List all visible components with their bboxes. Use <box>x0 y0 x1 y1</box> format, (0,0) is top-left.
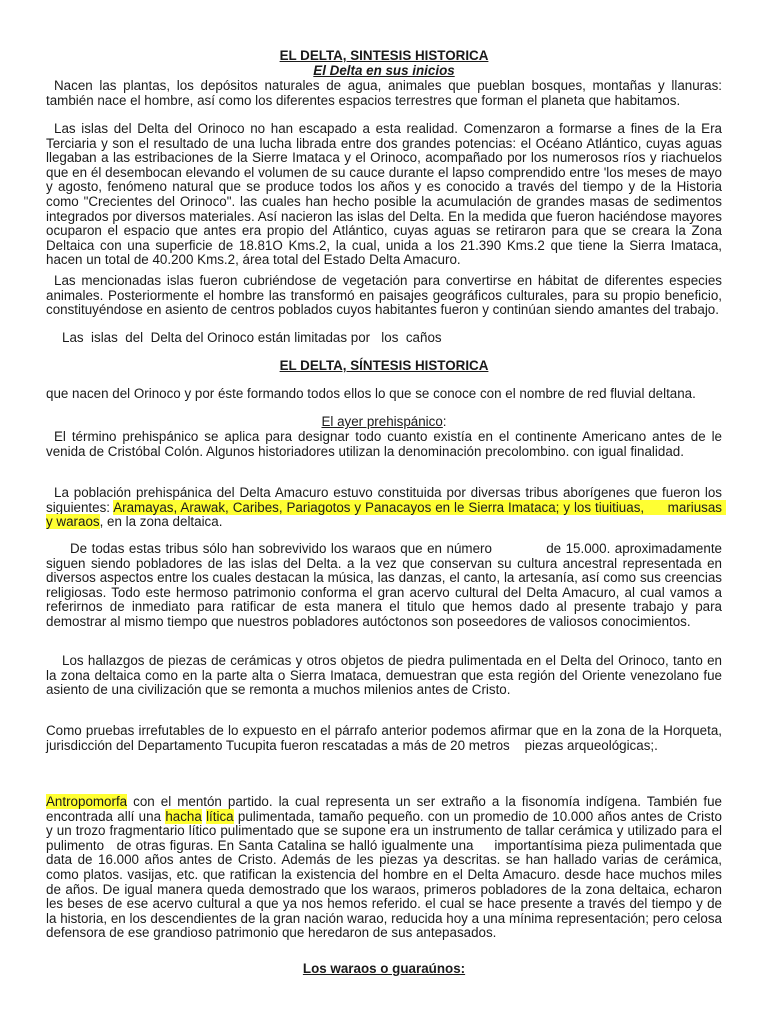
heading-ayer-text: El ayer prehispánico <box>321 414 443 429</box>
section-heading-sintesis: EL DELTA, SÍNTESIS HISTORICA <box>279 358 489 373</box>
section-subtitle-inicios: El Delta en sus inicios <box>313 63 455 78</box>
antropomorfa-text-1: con el mentón partido. la cual representa un ser extraño a la fisonomía indígena. También fue encontrada allí una <box>46 794 726 824</box>
antropomorfa-highlight: Antropomorfa <box>46 794 128 809</box>
antropomorfa-text-2: pulimentada, tamaño pequeño. con un promedio de 10.000 años antes de Cristo y un trozo fragmentario lítico pulimentado que se supone era un instrumento de tallar cerámica y utilizado para el pulimento de otras figuras. En Santa Catalina se halló igualmente una importantísima pieza pulimentada que data de 16.000 años antes de Cristo. Además de les piezas ya descritas. se han hallado varias de cerámica, como platos. vasijas, etc. que ratifican la existencia del hombre en el Delta Amacuro. desde hace muchos miles de años. De igual manera queda demostrado que los waraos, primeros pobladores de la zona deltaica, echaron les beses de ese acervo cultural a que ya nos hemos referido. el cual se hace presente a través del tiempo y de la historia, en los descendientes de la gran nación warao, reducida hoy a una mínima representación; pero celosa defensora de ese grandioso patrimonio que heredaron de sus antepasados. <box>46 808 726 941</box>
hacha-highlight: hacha <box>165 808 202 824</box>
paragraph-red-fluvial: que nacen del Orinoco y por éste formando todos ellos lo que se conoce con el nombre de red fluvial deltana. <box>46 386 696 401</box>
paragraph-waraos-sobrevivientes: De todas estas tribus sólo han sobrevivido los waraos que en número de 15.000. aproximadamente siguen siendo pobladores de las islas del Delta. a la vez que conservan su cultura ancestral representada en diversos aspectos entre los cuales destacan la música, las danzas, el canto, la artesanía, así como sus creencias religiosas. Todo este hermoso patrimonio conforma el gran acervo cultural del Delta Amacuro, al cual vamos a referirnos de inmediato para ratificar de esta manera el titulo que hemos dado al presente trabajo y para demostrar al mismo tiempo que nuestros pobladores autóctonos son poseedores de valiosos conocimientos. <box>46 541 726 629</box>
paragraph-antropomorfa <box>46 794 726 941</box>
poblacion-end: , en la zona deltaica. <box>99 514 223 530</box>
section-heading-waraos: Los waraos o guaraúnos: <box>302 961 466 976</box>
paragraph-canos-start: Las islas del Delta del Orinoco están limitadas por los caños <box>62 330 442 345</box>
heading-ayer-colon: : <box>442 414 447 429</box>
section-heading-ayer <box>46 415 722 430</box>
paragraph-poblacion <box>46 485 726 530</box>
page-title: EL DELTA, SINTESIS HISTORICA <box>279 48 489 63</box>
paragraph-pruebas: Como pruebas irrefutables de lo expuesto en el párrafo anterior podemos afirmar que en la zona de la Horqueta, jurisdicción del Departamento Tucupita fueron rescatadas a más de 20 metros piezas arqueológicas;. <box>46 723 726 753</box>
paragraph-vegetacion: Las mencionadas islas fueron cubriéndose de vegetación para convertirse en hábitat de diferentes especies animales. Posteriormente el hombre las transformó en paisajes geográficos culturales, para su propio beneficio, constituyéndose en asiento de centros poblados cuyos habitantes fueron y continúan siendo amantes del trabajo. <box>46 273 722 318</box>
paragraph-hallazgos: Los hallazgos de piezas de cerámicas y otros objetos de piedra pulimentada en el Delta del Orinoco, tanto en la zona deltaica como en la parte alta o Sierra Imataca, demuestran que esta región del Oriente venezolano fue asiento de una civilización que se remonta a muchos milenios antes de Cristo. <box>46 653 722 698</box>
poblacion-text: La población prehispánica del Delta Amacuro estuvo constituida por diversas tribus aborígenes que fueron los siguientes: <box>46 485 722 515</box>
litica-highlight: lítica <box>206 808 234 824</box>
paragraph-plantas: Nacen las plantas, los depósitos naturales de agua, animales que pueblan bosques, montañas y llanuras: también nace el hombre, así como los diferentes espacios terrestres que forman el planeta que habitamos. <box>46 78 722 108</box>
paragraph-prehispanico: El término prehispánico se aplica para designar todo cuanto existía en el continente Americano antes de le venida de Cristóbal Colón. Algunos historiadores utilizan la denominación precolombino. con igual finalidad. <box>46 429 722 459</box>
tribes-highlight: Aramayas, Arawak, Caribes, Pariagotos y Panacayos en le Sierra Imataca; y los tiuitiuas, mariusas y waraos <box>46 499 726 530</box>
paragraph-islas-formacion: Las islas del Delta del Orinoco no han escapado a esta realidad. Comenzaron a formarse a fines de la Era Terciaria y son el resultado de una lucha librada entre dos grandes potencias: el Océano Atlántico, cuyas aguas llegaban a las estribaciones de la Sierre Imataca y el Orinoco, acompañado por los numerosos ríos y riachuelos que en él desembocan elevando el volumen de su cauce durante el lapso comprendido entre 'los meses de mayo y agosto, fenómeno natural que se produce todos los años y es conocido a través del tiempo y de la Historia como "Crecientes del Orinoco". las cuales han hecho posible la acumulación de grandes masas de sedimentos integrados por diversos materiales. Así nacieron las islas del Delta. En la medida que fueron haciéndose mayores ocuparon el espacio que antes era propio del Atlántico, cuyas aguas se retiraron para que se creara la Zona Deltaica con una superficie de 18.81O Kms.2, la cual, unida a los 21.390 Kms.2 que tiene la Sierra Imataca, hacen un total de 40.200 Kms.2, área total del Estado Delta Amacuro. <box>46 121 722 268</box>
